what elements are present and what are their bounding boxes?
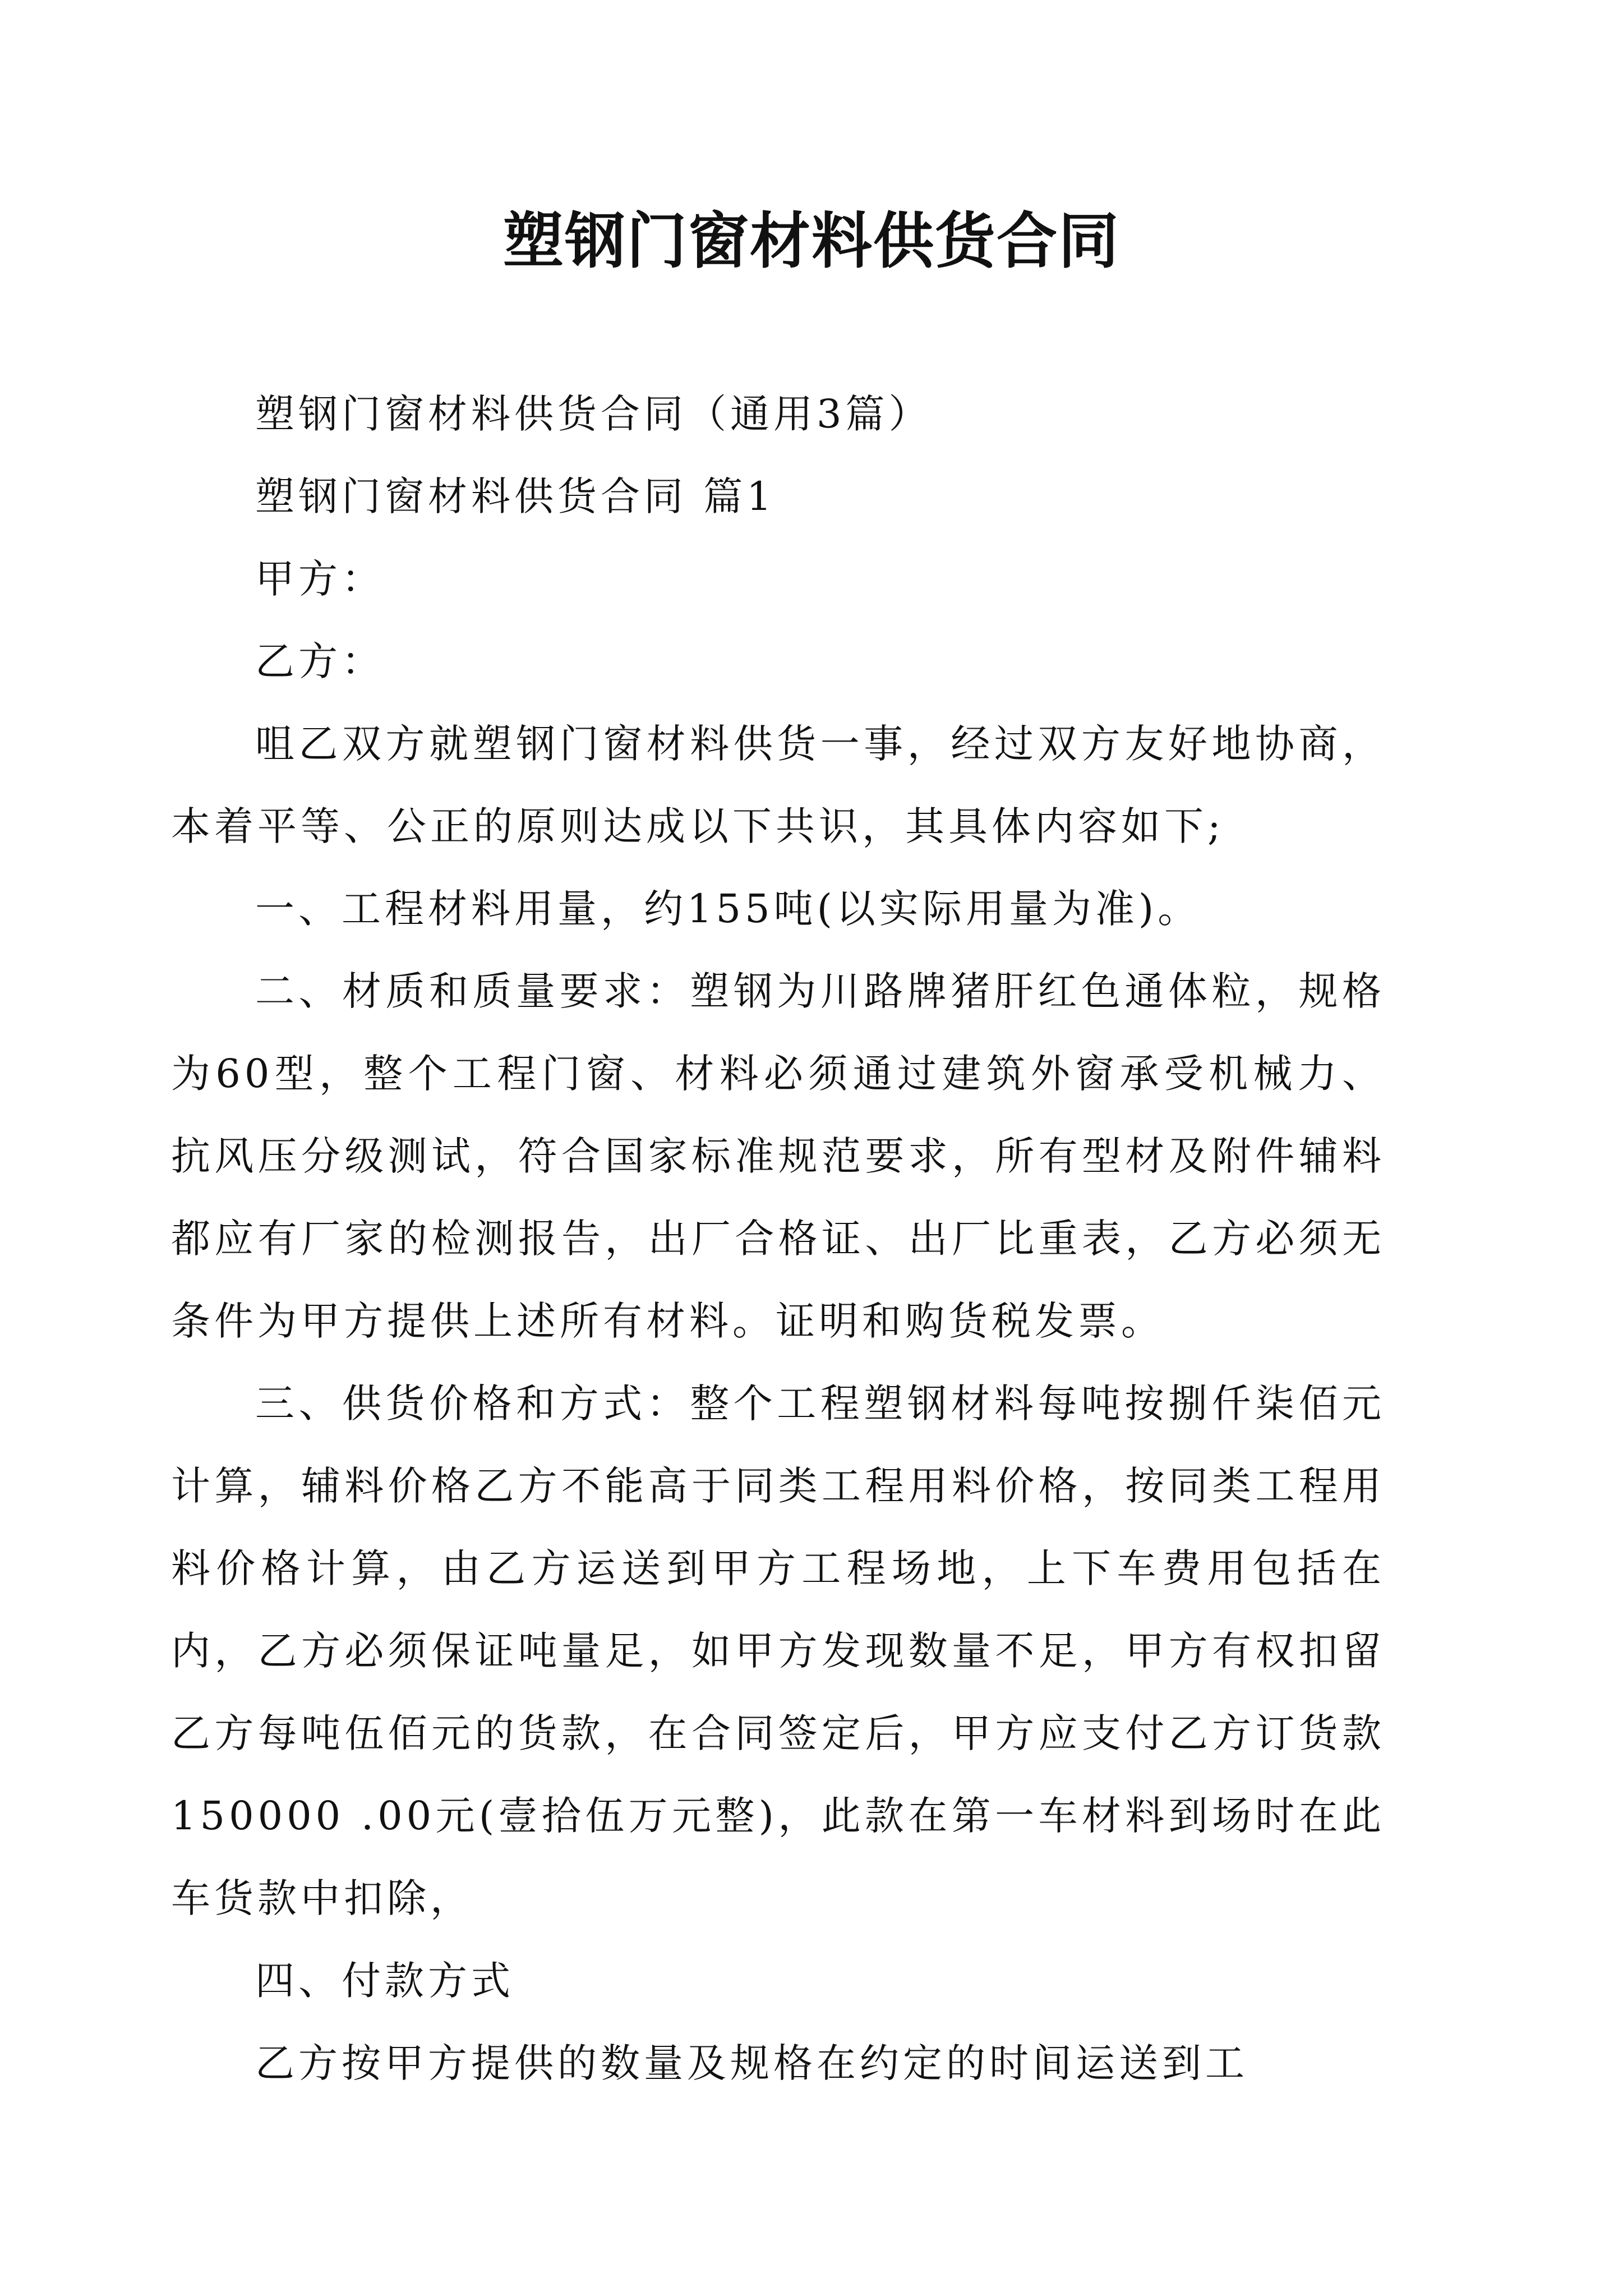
paragraph-subtitle: 塑钢门窗材料供货合同（通用3篇） <box>255 391 932 437</box>
paragraph-section-heading: 塑钢门窗材料供货合同 篇1 <box>255 473 776 519</box>
paragraph-party-a: 甲方： <box>255 556 385 602</box>
document-body <box>171 373 1385 2105</box>
document-title: 塑钢门窗材料供货合同 <box>502 206 1120 277</box>
paragraph-clause-4-heading: 四、付款方式 <box>255 1958 514 2004</box>
paragraph-party-b: 乙方： <box>255 638 385 684</box>
paragraph-clause-1: 一、工程材料用量，约155吨(以实际用量为准)。 <box>255 886 1201 932</box>
paragraph-clause-3: 三、供货价格和方式：整个工程塑钢材料每吨按捌仟柒佰元计算，辅料价格乙方不能高于同类工程用料价格，按同类工程用料价格计算，由乙方运送到甲方工程场地，上下车费用包括在内，乙方必须保证吨量足，如甲方发现数量不足，甲方有权扣留乙方每吨伍佰元的货款，在合同签定后，甲方应支付乙方订货款150000 .00元(壹拾伍万元整)，此款在第一车材料到场时在此车货款中扣除， <box>171 1381 1385 1921</box>
paragraph-preamble: 咀乙双方就塑钢门窗材料供货一事，经过双方友好地协商，本着平等、公正的原则达成以下共识，其具体内容如下; <box>171 721 1385 849</box>
paragraph-clause-2: 二、材质和质量要求：塑钢为川路牌猪肝红色通体粒，规格为60型，整个工程门窗、材料必须通过建筑外窗承受机械力、抗风压分级测试，符合国家标准规范要求，所有型材及附件辅料都应有厂家的检测报告，出厂合格证、出厂比重表，乙方必须无条件为甲方提供上述所有材料。证明和购货税发票。 <box>171 968 1385 1344</box>
paragraph-clause-4-body: 乙方按甲方提供的数量及规格在约定的时间运送到工 <box>255 2040 1248 2086</box>
